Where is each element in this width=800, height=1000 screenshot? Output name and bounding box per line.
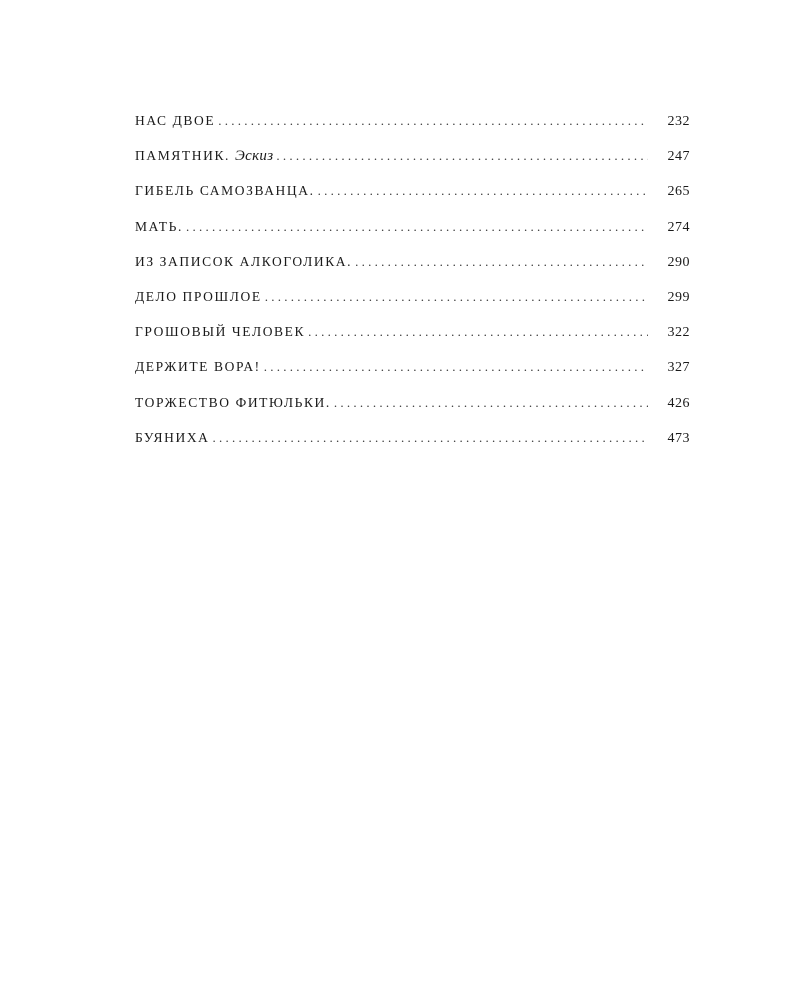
toc-entry-title-text: ГРОШОВЫЙ ЧЕЛОВЕК (135, 324, 306, 340)
toc-entry-title (135, 254, 352, 271)
toc-entry-title (135, 183, 315, 200)
toc-entry-title (135, 289, 262, 306)
toc-entry-title (135, 324, 305, 341)
toc-entry-title-text: ДЕРЖИТЕ ВОРА! (135, 359, 261, 375)
toc-entry-title (135, 395, 331, 412)
dot-leader (186, 219, 648, 235)
toc-entry-title-text: ПАМЯТНИК. (135, 148, 231, 164)
toc-entry-page-number: 299 (667, 289, 690, 305)
toc-entry-title (135, 113, 215, 130)
toc-entry-title (135, 430, 210, 447)
toc-entry (135, 359, 690, 394)
toc-entry-page-number: 232 (667, 114, 690, 129)
toc-entry-page-number: 274 (667, 219, 690, 235)
toc-entry (135, 219, 690, 254)
toc-entry (135, 430, 690, 465)
dot-leader (308, 324, 648, 340)
toc-entry-page-number: 426 (667, 395, 690, 411)
dot-leader (264, 359, 648, 375)
toc-entry (135, 254, 690, 289)
toc-entry-title (135, 219, 183, 236)
toc-entry-page-number: 322 (667, 325, 690, 341)
toc-entry-title-text: ДЕЛО ПРОШЛОЕ (135, 288, 262, 304)
dot-leader (276, 148, 648, 164)
toc-entry-page-number: 327 (667, 360, 690, 376)
toc-entry-subtitle: Эскиз (235, 148, 274, 165)
toc-entry-title-text: БУЯНИХА (135, 429, 210, 445)
dot-leader (218, 113, 648, 129)
dot-leader (213, 430, 648, 446)
toc-entry-page-number: 473 (667, 430, 690, 446)
toc-entry (135, 324, 690, 359)
toc-entry-page-number: 290 (667, 254, 690, 270)
toc-entry-title-text: НАС ДВОЕ (135, 113, 216, 128)
toc-entry-title-text: ИЗ ЗАПИСОК АЛКОГОЛИКА. (135, 253, 353, 269)
table-of-contents (135, 113, 690, 465)
toc-entry (135, 113, 690, 148)
toc-entry (135, 183, 690, 218)
dot-leader (334, 395, 648, 411)
toc-entry-title-text: МАТЬ. (135, 218, 183, 234)
toc-entry-page-number: 265 (667, 184, 690, 200)
dot-leader (355, 254, 648, 270)
toc-entry-title (135, 148, 273, 165)
dot-leader (318, 183, 648, 199)
dot-leader (265, 289, 648, 305)
toc-entry (135, 289, 690, 324)
toc-entry-title-text: ГИБЕЛЬ САМОЗВАНЦА. (135, 183, 315, 199)
toc-entry (135, 395, 690, 430)
toc-entry-page-number: 247 (667, 149, 690, 165)
toc-entry-title-text: ТОРЖЕСТВО ФИТЮЛЬКИ. (135, 394, 331, 410)
toc-entry-title (135, 359, 261, 376)
toc-entry (135, 148, 690, 183)
